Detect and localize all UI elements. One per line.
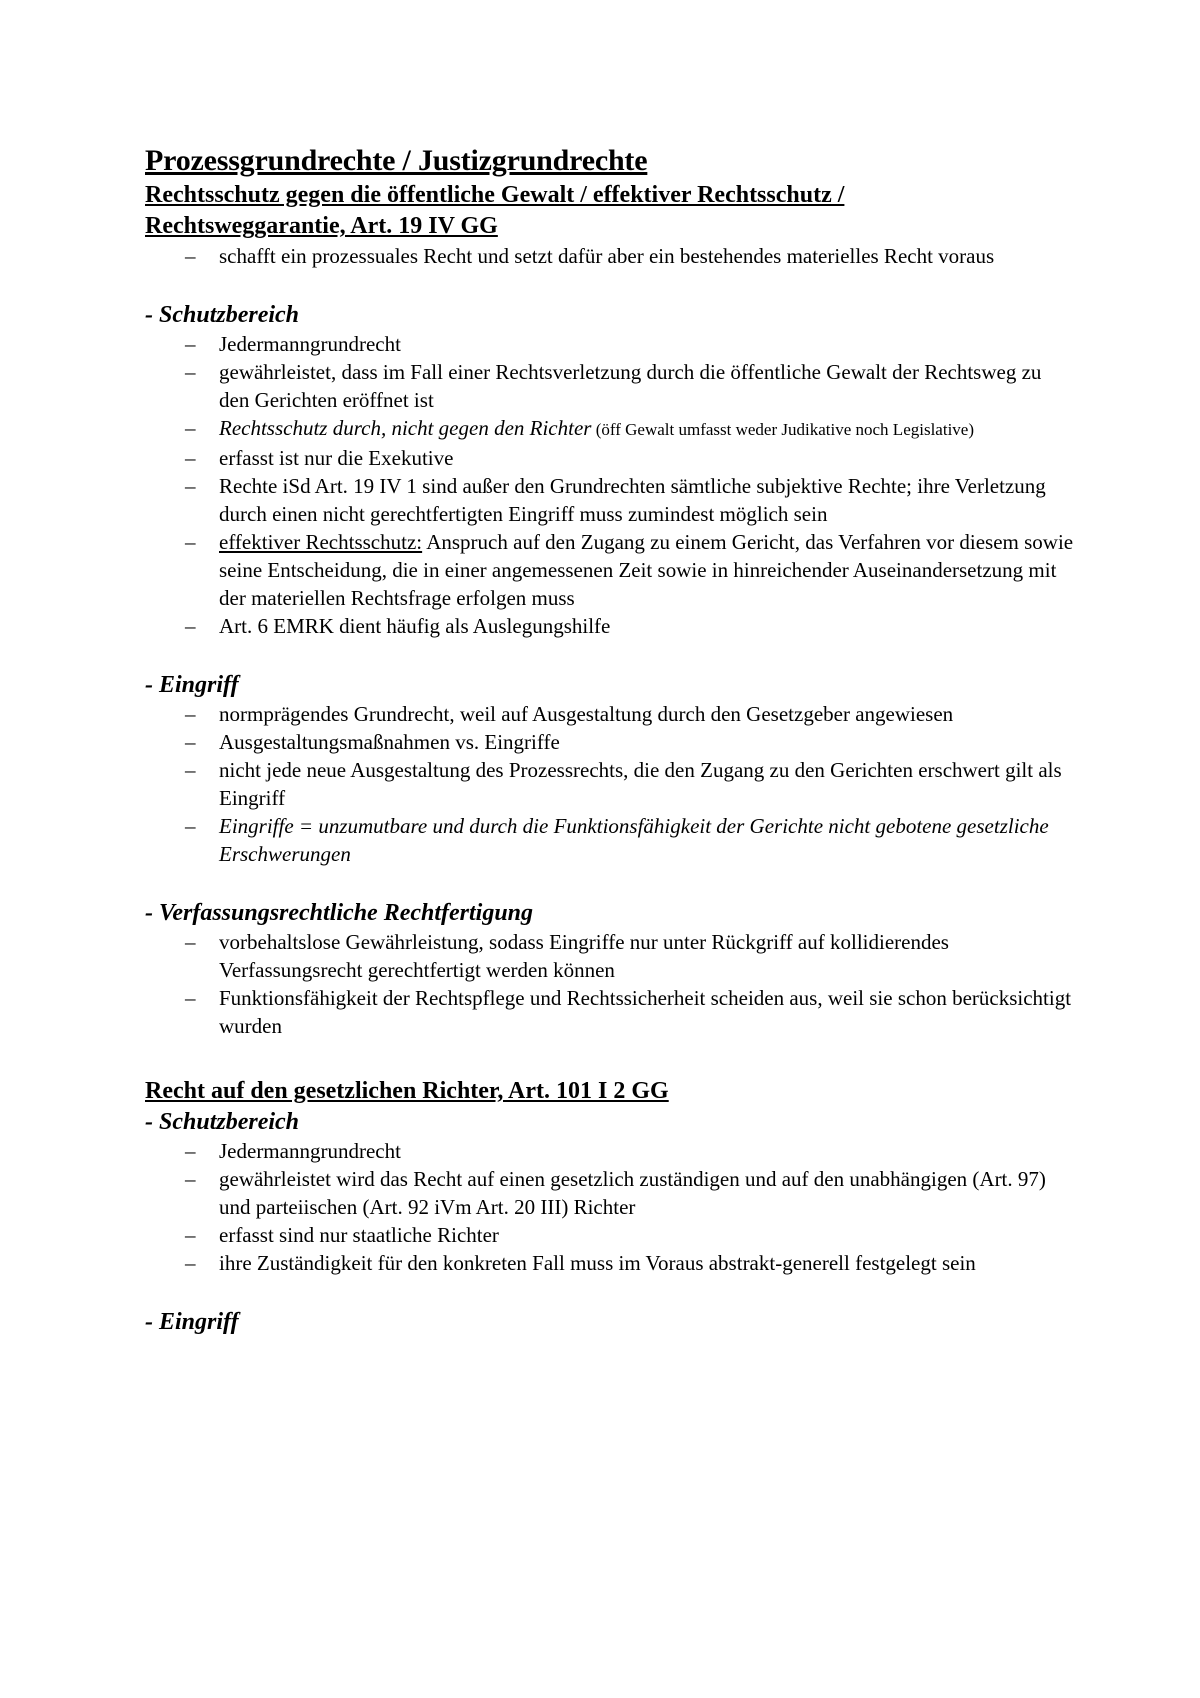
- subheading-eingriff: - Eingriff: [145, 672, 239, 698]
- bullet-dash: –: [185, 814, 196, 838]
- list-item: – vorbehaltslose Gewährleistung, sodass Eingriffe nur unter Rückgriff auf kollidierendes Verfassungsrecht gerechtfertigt werden können: [185, 930, 949, 982]
- intro-list: [145, 242, 1075, 270]
- bullet-dash: –: [185, 244, 196, 268]
- eingriff-list: [145, 700, 1075, 868]
- bullet-dash: –: [185, 332, 196, 356]
- list-item: – Rechte iSd Art. 19 IV 1 sind außer den Grundrechten sämtliche subjektive Rechte; ihre Verletzung durch einen nicht gerechtfertigten Eingriff muss zumindest möglich sein: [185, 474, 1046, 526]
- subheading-schutzbereich: - Schutzbereich: [145, 1109, 300, 1135]
- note-text: (öff Gewalt umfasst weder Judikative noch Legislative): [591, 420, 974, 439]
- schutzbereich-list: [145, 1137, 1075, 1277]
- section-heading-line1: Rechtsschutz gegen die öffentliche Gewalt / effektiver Rechtsschutz /: [145, 182, 845, 208]
- list-item: – gewährleistet, dass im Fall einer Rechtsverletzung durch die öffentliche Gewalt der Rechtsweg zu den Gerichten eröffnet ist: [185, 360, 1042, 412]
- document-content: [145, 142, 1075, 1337]
- bullet-dash: –: [185, 1139, 196, 1163]
- bullet-dash: –: [185, 730, 196, 754]
- page-title: Prozessgrundrechte / Justizgrundrechte: [145, 144, 648, 177]
- bullet-dash: –: [185, 360, 196, 384]
- list-item: – ihre Zuständigkeit für den konkreten Fall muss im Voraus abstrakt-generell festgelegt sein: [185, 1251, 976, 1275]
- rechtfertigung-list: [145, 928, 1075, 1040]
- list-item: – Ausgestaltungsmaßnahmen vs. Eingriffe: [185, 730, 560, 754]
- bullet-dash: –: [185, 1251, 196, 1275]
- schutzbereich-list: [145, 330, 1075, 640]
- section-heading-line2: Rechtsweggarantie, Art. 19 IV GG: [145, 213, 498, 239]
- bullet-dash: –: [185, 758, 196, 782]
- list-item: – Funktionsfähigkeit der Rechtspflege und Rechtssicherheit scheiden aus, weil sie schon berücksichtigt wurden: [185, 986, 1072, 1038]
- list-item: – nicht jede neue Ausgestaltung des Prozessrechts, die den Zugang zu den Gerichten erschwert gilt als Eingriff: [185, 758, 1062, 810]
- bullet-dash: –: [185, 474, 196, 498]
- bullet-dash: –: [185, 930, 196, 954]
- italic-text: Rechtsschutz durch, nicht gegen den Richter: [219, 416, 592, 440]
- section-heading-rechtsschutz: [145, 180, 1075, 242]
- list-item: – effektiver Rechtsschutz: Anspruch auf den Zugang zu einem Gericht, das Verfahren vor diesem sowie seine Entscheidung, die in einer angemessenen Zeit sowie in hinreichender Auseinandersetzung mit der materiellen Rechtsfrage erfolgen muss: [185, 530, 1074, 610]
- section-heading-gesetzlicher-richter: Recht auf den gesetzlichen Richter, Art. 101 I 2 GG: [145, 1078, 669, 1104]
- list-item: [145, 414, 1075, 444]
- underlined-text: effektiver Rechtsschutz:: [219, 530, 423, 554]
- bullet-dash: –: [185, 702, 196, 726]
- bullet-dash: –: [185, 986, 196, 1010]
- bullet-dash: –: [185, 530, 196, 554]
- bullet-dash: –: [185, 416, 196, 440]
- subheading-eingriff: - Eingriff: [145, 1309, 239, 1335]
- italic-text: Eingriffe = unzumutbare und durch die Funktionsfähigkeit der Gerichte nicht gebotene gesetzliche Erschwerungen: [219, 814, 1049, 866]
- list-item: – Art. 6 EMRK dient häufig als Auslegungshilfe: [185, 614, 611, 638]
- list-item: – schafft ein prozessuales Recht und setzt dafür aber ein bestehendes materielles Recht voraus: [185, 244, 995, 268]
- list-item: – gewährleistet wird das Recht auf einen gesetzlich zuständigen und auf den unabhängigen (Art. 97) und parteiischen (Art. 92 iVm Art. 20 III) Richter: [185, 1167, 1046, 1219]
- bullet-dash: –: [185, 1167, 196, 1191]
- bullet-dash: –: [185, 1223, 196, 1247]
- list-item: [145, 812, 1075, 868]
- list-item: – erfasst sind nur staatliche Richter: [185, 1223, 499, 1247]
- subheading-rechtfertigung: - Verfassungsrechtliche Rechtfertigung: [145, 900, 534, 926]
- subheading-schutzbereich: - Schutzbereich: [145, 302, 300, 328]
- list-item: – erfasst ist nur die Exekutive: [185, 446, 454, 470]
- bullet-dash: –: [185, 446, 196, 470]
- list-item: – normprägendes Grundrecht, weil auf Ausgestaltung durch den Gesetzgeber angewiesen: [185, 702, 954, 726]
- bullet-dash: –: [185, 614, 196, 638]
- list-item: – Jedermanngrundrecht: [185, 1139, 401, 1163]
- list-item: – Jedermanngrundrecht: [185, 332, 401, 356]
